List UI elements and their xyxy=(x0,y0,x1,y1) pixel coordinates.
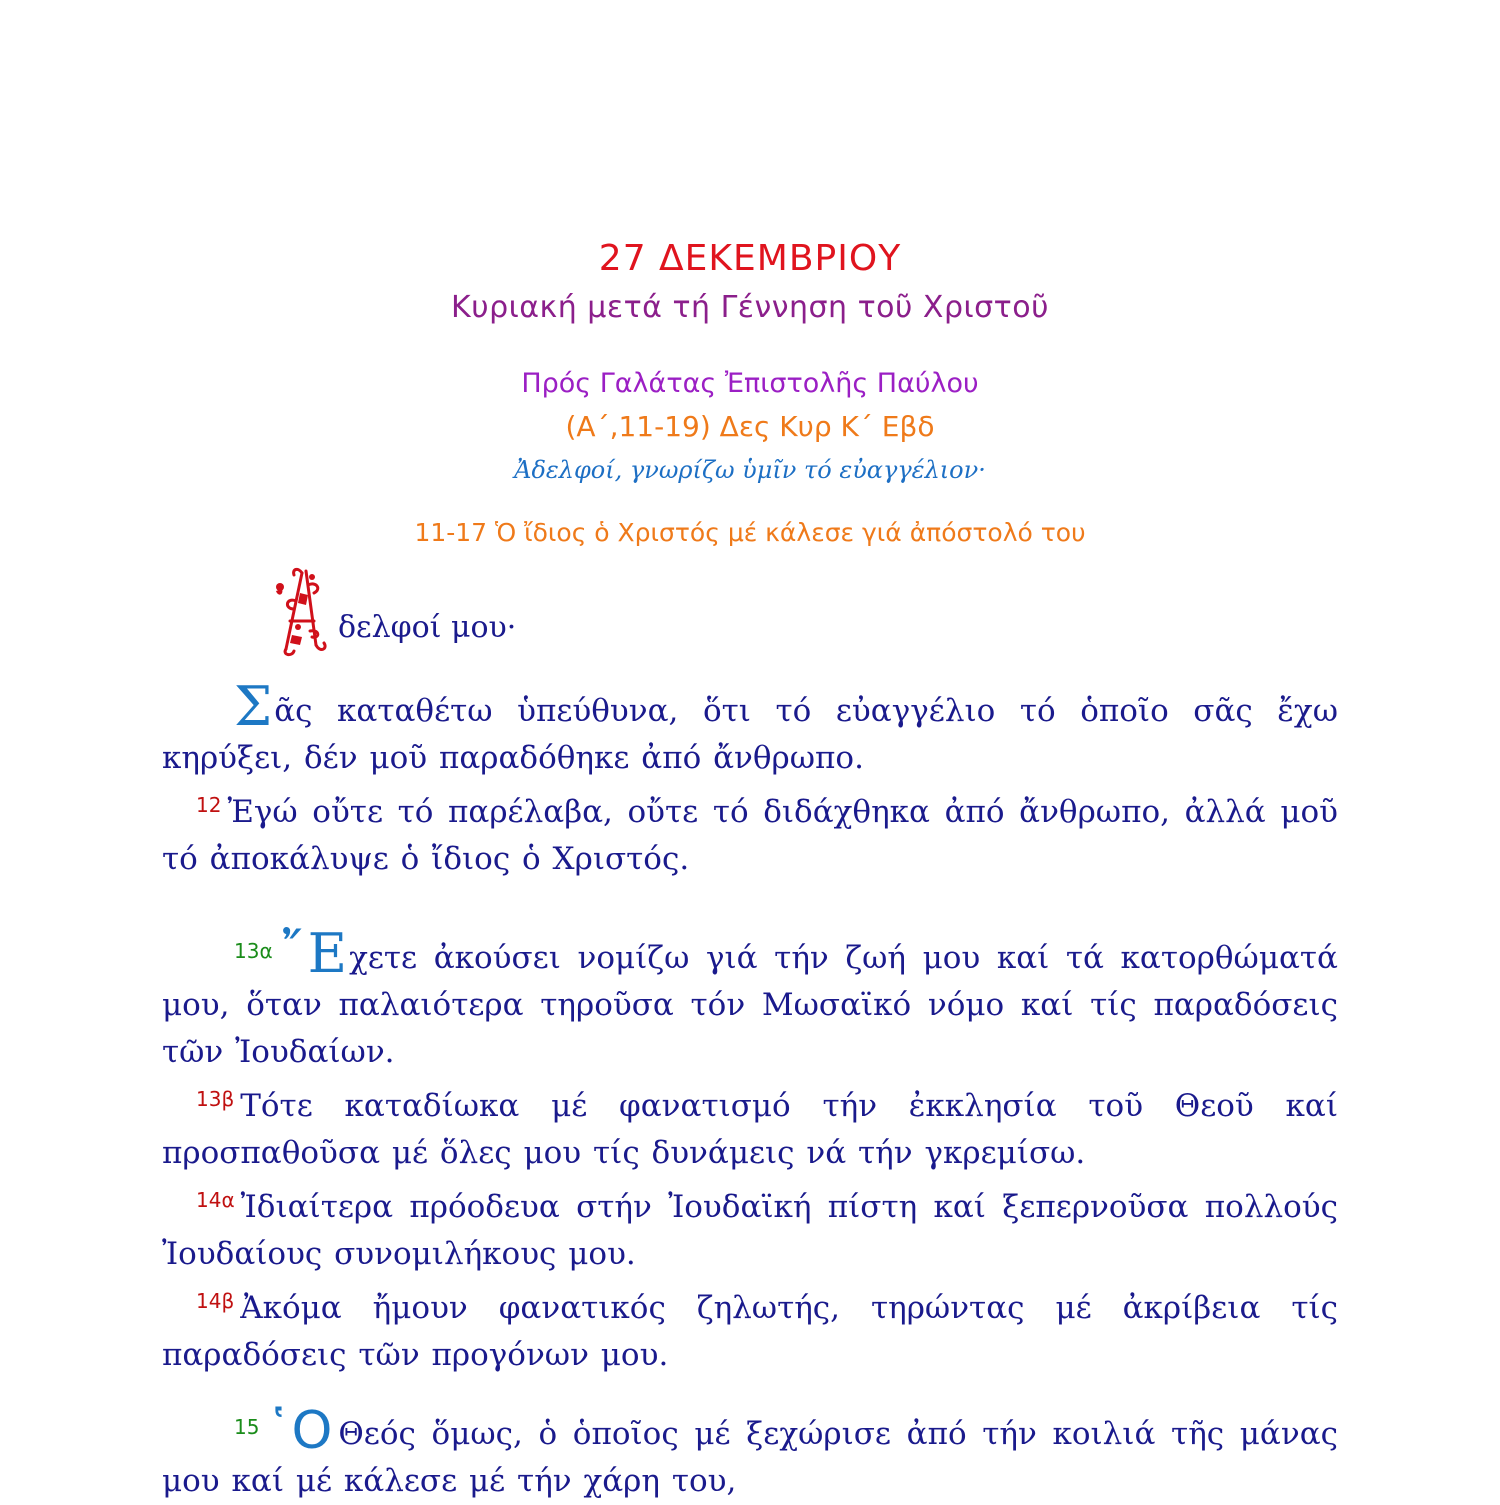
verse-13a-text: χετε ἀκούσει νομίζω γιά τήν ζωή μου καί τά κατορθώματά μου, ὅταν παλαιότερα τηροῦσα τόν Μωσαϊκό νόμο καί τίς παραδόσεις τῶν Ἰουδαίων. xyxy=(162,940,1338,1070)
verse-12-text: Ἐγώ οὔτε τό παρέλαβα, οὔτε τό διδάχθηκα ἀπό ἄνθρωπο, ἀλλά μοῦ τό ἀποκάλυψε ὁ ἴδιος ὁ Χριστός. xyxy=(162,794,1338,877)
feast-date: 27 ΔΕΚΕΜΒΡΙΟΥ xyxy=(598,238,902,279)
section-title: 11-17 Ὁ ἴδιος ὁ Χριστός μέ κάλεσε γιά ἀπόστολό του xyxy=(414,518,1086,547)
verse-13b-text: Τότε καταδίωκα μέ φανατισμό τήν ἐκκλησία τοῦ Θεοῦ καί προσπαθοῦσα μέ ὅλες μου τίς δυνάμεις νά τήν γκρεμίσω. xyxy=(162,1088,1338,1171)
breathing-mark: ῎ xyxy=(278,922,306,985)
verse-number: 15 xyxy=(234,1415,260,1439)
verse-number: 13α xyxy=(234,939,273,963)
verse-number: 14α xyxy=(196,1188,235,1212)
verse-number: 13β xyxy=(196,1087,235,1111)
dropcap-letter: Σ xyxy=(234,675,273,738)
reading-reference: (Α΄,11-19) Δες Κυρ Κ΄ Εβδ xyxy=(565,410,935,443)
verse-number: 12 xyxy=(196,793,222,817)
verse-14b-text: Ἀκόμα ἤμουν φανατικός ζηλωτής, τηρώντας μέ ἀκρίβεια τίς παραδόσεις τῶν προγόνων μου. xyxy=(162,1290,1338,1373)
reading-incipit: Ἀδελφοί, γνωρίζω ὑμῖν τό εὐαγγέλιον· xyxy=(514,456,986,484)
verse-15-text: Θεός ὅμως, ὁ ὁποῖος μέ ξεχώρισε ἀπό τήν κοιλιά τῆς μάνας μου καί μέ κάλεσε μέ τήν χάρη του, xyxy=(162,1416,1338,1499)
dropcap-letter: Ε xyxy=(307,922,348,985)
paragraph-verses-11-12 xyxy=(162,675,1338,883)
greeting-text: δελφοί μου· xyxy=(338,610,517,645)
dropcap-letter: ῾Ο xyxy=(265,1401,333,1461)
paragraph-verses-13-14 xyxy=(162,922,1338,1379)
verse-11-text: ᾶς καταθέτω ὑπεύθυνα, ὅτι τό εὐαγγέλιο τό ὁποῖο σᾶς ἔχω κηρύξει, δέν μοῦ παραδόθηκε ἀπό ἄνθρωπο. xyxy=(162,693,1338,776)
feast-subtitle: Κυριακή μετά τή Γέννηση τοῦ Χριστοῦ xyxy=(451,290,1049,325)
verse-14a-text: Ἰδιαίτερα πρόοδευα στήν Ἰουδαϊκή πίστη καί ξεπερνοῦσα πολλούς Ἰουδαίους συνομιλήκους μου. xyxy=(162,1189,1338,1272)
paragraph-verse-15 xyxy=(162,1401,1338,1505)
ornate-alpha-initial-icon xyxy=(272,565,334,661)
epistle-title: Πρός Γαλάτας Ἐπιστολῆς Παύλου xyxy=(521,368,979,399)
verse-number: 14β xyxy=(196,1289,235,1313)
